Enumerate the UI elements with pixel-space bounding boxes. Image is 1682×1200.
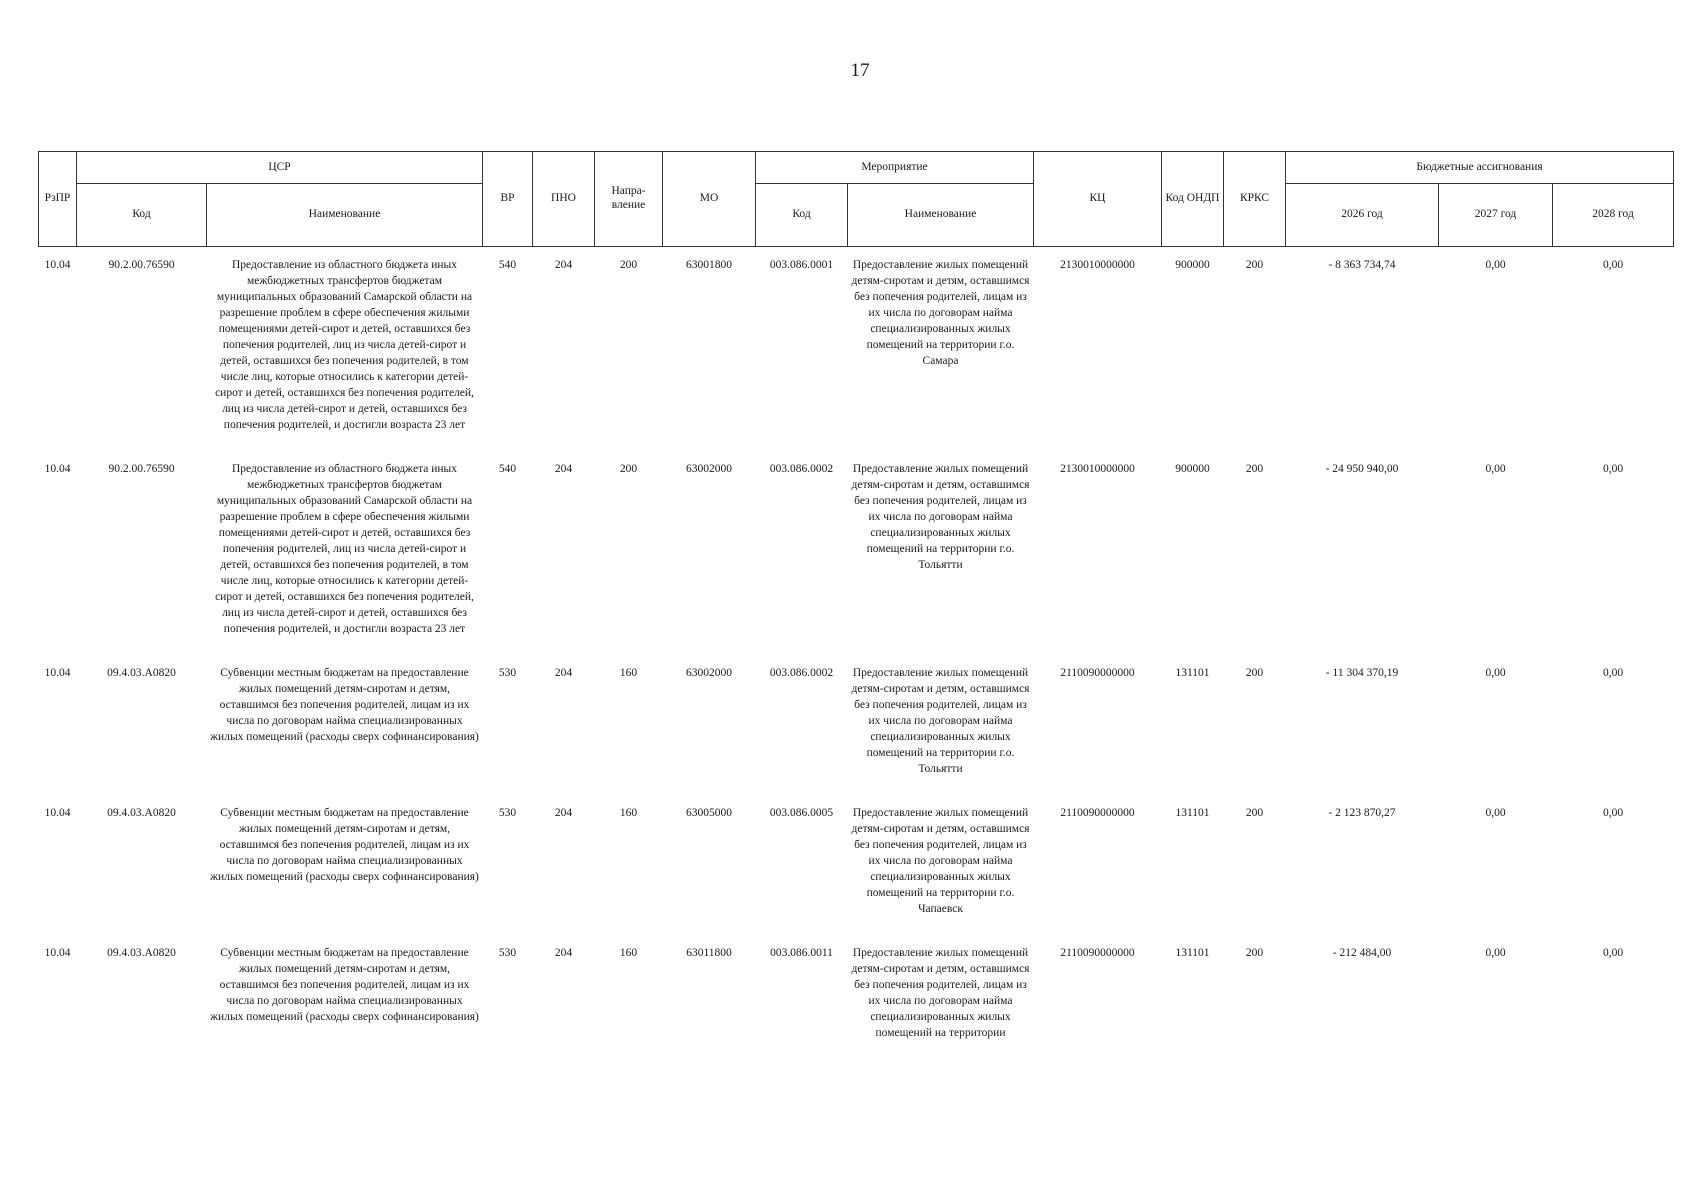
cell-event-name: Предоставление жилых помещений детям-сиротам и детям, оставшимся без попечения родителей, лицам из их числа по договорам найма специализированных жилых помещений на территории xyxy=(851,947,1030,1039)
header-csr-name: Наименование xyxy=(207,184,483,247)
cell-event-name: Предоставление жилых помещений детям-сиротам и детям, оставшимся без попечения родителей, лицам из их числа по договорам найма специализированных жилых помещений на территории г.о. Тольятти xyxy=(851,463,1030,571)
header-2027: 2027 год xyxy=(1439,184,1553,247)
cell-csr-code: 90.2.00.76590 xyxy=(108,463,175,475)
cell-rzpr: 10.04 xyxy=(44,259,71,271)
cell-event-code: 003.086.0002 xyxy=(769,463,834,475)
cell-kc: 2130010000000 xyxy=(1060,259,1135,271)
cell-2028: 0,00 xyxy=(1602,463,1624,475)
cell-ondp: 131101 xyxy=(1175,667,1210,679)
cell-krks: 200 xyxy=(1245,259,1264,271)
page-number: 17 xyxy=(850,60,870,81)
cell-direction: 200 xyxy=(619,259,638,271)
cell-mo: 63011800 xyxy=(686,947,732,959)
header-csr-code: Код xyxy=(77,184,207,247)
cell-csr-code: 09.4.03.A0820 xyxy=(107,667,176,679)
cell-rzpr: 10.04 xyxy=(44,463,71,475)
table-row xyxy=(39,655,1674,795)
cell-csr-name: Субвенции местным бюджетам на предоставление жилых помещений детям-сиротам и детям, оставшимся без попечения родителей, лицам из их числа по договорам найма специализированных жилых помещений (расходы сверх софинансирования) xyxy=(210,667,479,743)
cell-2027: 0,00 xyxy=(1485,947,1506,959)
header-vr: ВР xyxy=(483,152,533,247)
cell-pno: 204 xyxy=(554,259,573,271)
table-row xyxy=(39,795,1674,935)
header-kc: КЦ xyxy=(1034,152,1162,247)
cell-csr-name: Предоставление из областного бюджета иных межбюджетных трансфертов бюджетам муниципальных образований Самарской области на разрешение проблем в сфере обеспечения жилыми помещениями детей-сирот и детей, оставшихся без попечения родителей, лиц из числа детей-сирот и детей, оставшихся без попечения родителей, в том числе лиц, которые относились к категории детей-сирот и детей, оставшихся без попечения родителей, лиц из числа детей-сирот и детей, оставшихся без попечения родителей, и достигли возраста 23 лет xyxy=(215,463,474,635)
cell-mo: 63005000 xyxy=(686,807,732,819)
cell-pno: 204 xyxy=(554,463,573,475)
cell-vr: 530 xyxy=(498,807,517,819)
cell-2026: - 8 363 734,74 xyxy=(1328,259,1396,271)
cell-event-code: 003.086.0011 xyxy=(770,947,833,959)
table-row xyxy=(39,247,1674,452)
table-row xyxy=(39,935,1674,1041)
header-budget: Бюджетные ассигнования xyxy=(1286,152,1674,184)
cell-kc: 2110090000000 xyxy=(1060,807,1135,819)
cell-kc: 2130010000000 xyxy=(1060,463,1135,475)
header-krks: КРКС xyxy=(1224,152,1286,247)
cell-csr-code: 09.4.03.A0820 xyxy=(107,947,176,959)
header-event: Мероприятие xyxy=(756,152,1034,184)
cell-vr: 540 xyxy=(498,259,517,271)
header-event-code: Код xyxy=(756,184,848,247)
cell-ondp: 900000 xyxy=(1175,463,1210,475)
cell-csr-code: 09.4.03.A0820 xyxy=(107,807,176,819)
cell-event-name: Предоставление жилых помещений детям-сиротам и детям, оставшимся без попечения родителей, лицам из их числа по договорам найма специализированных жилых помещений на территории г.о. Тольятти xyxy=(851,667,1030,775)
cell-event-name: Предоставление жилых помещений детям-сиротам и детям, оставшимся без попечения родителей, лицам из их числа по договорам найма специализированных жилых помещений на территории г.о. Самара xyxy=(851,259,1030,367)
header-event-name: Наименование xyxy=(848,184,1034,247)
cell-rzpr: 10.04 xyxy=(44,807,71,819)
cell-csr-name: Предоставление из областного бюджета иных межбюджетных трансфертов бюджетам муниципальных образований Самарской области на разрешение проблем в сфере обеспечения жилыми помещениями детей-сирот и детей, оставшихся без попечения родителей, лиц из числа детей-сирот и детей, оставшихся без попечения родителей, в том числе лиц, которые относились к категории детей-сирот и детей, оставшихся без попечения родителей, лиц из числа детей-сирот и детей, оставшихся без попечения родителей, и достигли возраста 23 лет xyxy=(215,259,474,431)
cell-krks: 200 xyxy=(1245,947,1264,959)
cell-2028: 0,00 xyxy=(1602,259,1624,271)
header-ondp: Код ОНДП xyxy=(1162,152,1224,247)
cell-direction: 160 xyxy=(619,807,638,819)
table-body xyxy=(39,247,1674,1042)
header-2028: 2028 год xyxy=(1553,184,1674,247)
budget-table xyxy=(38,151,1674,1041)
header-direction: Напра-вление xyxy=(595,152,663,247)
cell-2026: - 24 950 940,00 xyxy=(1325,463,1399,475)
cell-event-code: 003.086.0001 xyxy=(769,259,834,271)
cell-direction: 160 xyxy=(619,667,638,679)
cell-pno: 204 xyxy=(554,807,573,819)
cell-2028: 0,00 xyxy=(1602,947,1624,959)
cell-2026: - 212 484,00 xyxy=(1332,947,1392,959)
cell-direction: 160 xyxy=(619,947,638,959)
header-csr: ЦСР xyxy=(77,152,483,184)
cell-rzpr: 10.04 xyxy=(44,667,71,679)
header-rzpr: РзПР xyxy=(39,152,77,247)
cell-2028: 0,00 xyxy=(1602,667,1624,679)
cell-ondp: 131101 xyxy=(1175,947,1210,959)
cell-kc: 2110090000000 xyxy=(1060,947,1135,959)
cell-csr-code: 90.2.00.76590 xyxy=(108,259,175,271)
cell-2026: - 11 304 370,19 xyxy=(1325,667,1399,679)
table-header xyxy=(39,152,1674,247)
header-2026: 2026 год xyxy=(1286,184,1439,247)
cell-rzpr: 10.04 xyxy=(44,947,71,959)
cell-mo: 63001800 xyxy=(686,259,732,271)
cell-2027: 0,00 xyxy=(1485,463,1506,475)
cell-2027: 0,00 xyxy=(1485,807,1506,819)
cell-vr: 540 xyxy=(498,463,517,475)
cell-krks: 200 xyxy=(1245,807,1264,819)
cell-2028: 0,00 xyxy=(1602,807,1624,819)
cell-direction: 200 xyxy=(619,463,638,475)
cell-mo: 63002000 xyxy=(686,463,732,475)
cell-2027: 0,00 xyxy=(1485,667,1506,679)
cell-2027: 0,00 xyxy=(1485,259,1506,271)
cell-krks: 200 xyxy=(1245,463,1264,475)
cell-ondp: 900000 xyxy=(1175,259,1210,271)
cell-event-code: 003.086.0005 xyxy=(769,807,834,819)
cell-pno: 204 xyxy=(554,947,573,959)
cell-vr: 530 xyxy=(498,947,517,959)
cell-pno: 204 xyxy=(554,667,573,679)
cell-kc: 2110090000000 xyxy=(1060,667,1135,679)
header-pno: ПНО xyxy=(533,152,595,247)
table-row xyxy=(39,451,1674,655)
cell-csr-name: Субвенции местным бюджетам на предоставление жилых помещений детям-сиротам и детям, оставшимся без попечения родителей, лицам из их числа по договорам найма специализированных жилых помещений (расходы сверх софинансирования) xyxy=(210,947,479,1023)
cell-ondp: 131101 xyxy=(1175,807,1210,819)
cell-event-code: 003.086.0002 xyxy=(769,667,834,679)
cell-2026: - 2 123 870,27 xyxy=(1328,807,1396,819)
cell-krks: 200 xyxy=(1245,667,1264,679)
header-mo: МО xyxy=(663,152,756,247)
cell-mo: 63002000 xyxy=(686,667,732,679)
cell-csr-name: Субвенции местным бюджетам на предоставление жилых помещений детям-сиротам и детям, оставшимся без попечения родителей, лицам из их числа по договорам найма специализированных жилых помещений (расходы сверх софинансирования) xyxy=(210,807,479,883)
cell-vr: 530 xyxy=(498,667,517,679)
cell-event-name: Предоставление жилых помещений детям-сиротам и детям, оставшимся без попечения родителей, лицам из их числа по договорам найма специализированных жилых помещений на территории г.о. Чапаевск xyxy=(851,807,1030,915)
